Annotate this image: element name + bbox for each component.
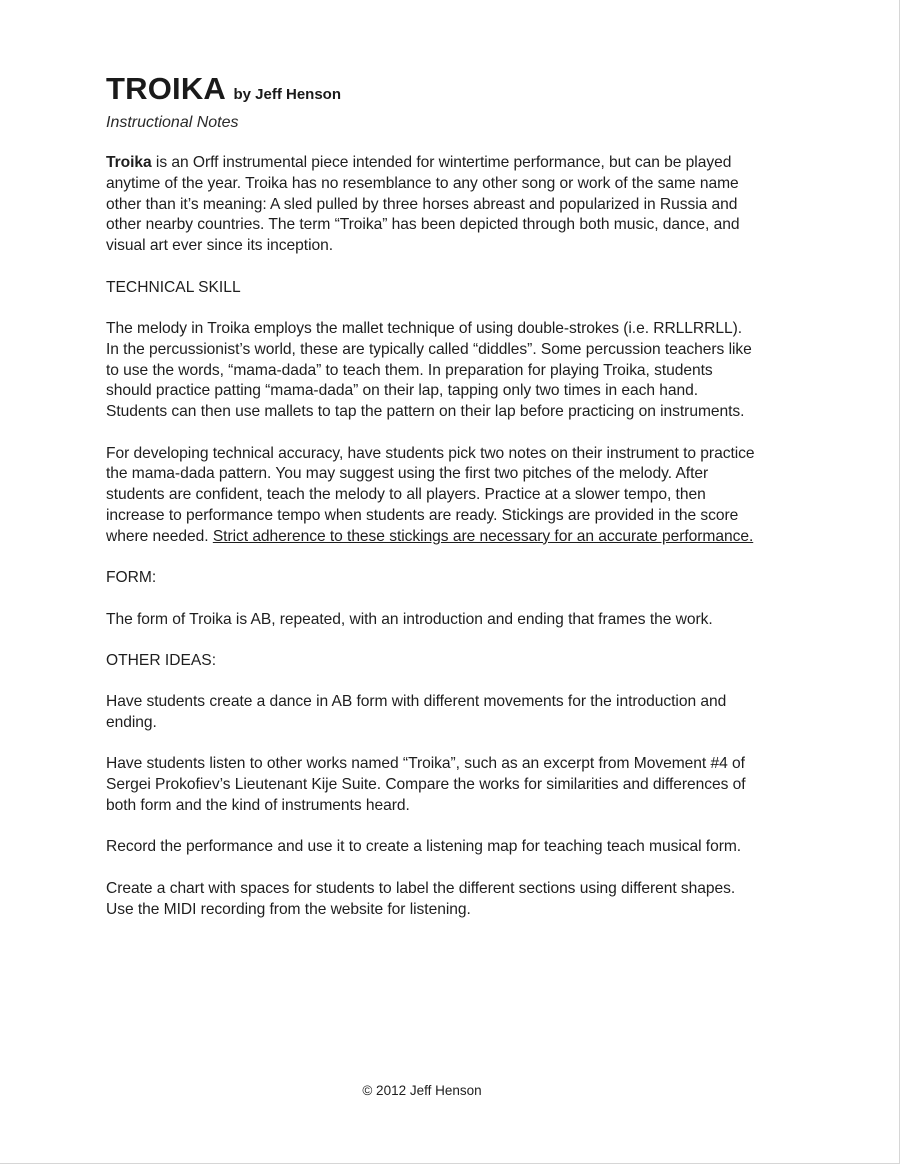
stickings-adherence-note: Strict adherence to these stickings are necessary for an accurate performance. [212,527,754,545]
form-heading: FORM: [106,569,157,587]
other-idea-dance: Have students create a dance in AB form with different movements for the introduction and ending. [106,693,727,732]
intro-paragraph [106,153,756,257]
document-subtitle: Instructional Notes [106,114,239,131]
other-idea-chart: Create a chart with spaces for students to label the different sections using different shapes. Use the MIDI recording from the website for listening. [106,879,736,918]
title-main: TROIKA [106,71,227,106]
document-content [106,72,756,920]
other-idea-listen: Have students listen to other works named “Troika”, such as an excerpt from Movement #4 of Sergei Prokofiev’s Lieutenant Kije Suite. Compare the works for similarities and differences of both form and the kind of instruments heard. [106,755,746,815]
technical-skill-heading: TECHNICAL SKILL [106,278,241,296]
intro-bold-word: Troika [106,154,152,171]
technical-skill-paragraph-2-text: For developing technical accuracy, have students pick two notes on their instrument to practice the mama-dada pattern. You may suggest using the first two pitches of the melody. After students are confident, teach the melody to all players. Practice at a slower tempo, then increase to performance tempo when students are ready. Stickings are provided in the score where needed. [106,444,755,545]
copyright-footer: © 2012 Jeff Henson [362,1083,482,1098]
technical-skill-paragraph-2 [106,444,756,548]
other-idea-record: Record the performance and use it to create a listening map for teaching teach musical form. [106,838,742,856]
document-title [106,72,756,112]
intro-text: is an Orff instrumental piece intended for wintertime performance, but can be played anytime of the year. Troika has no resemblance to any other song or work of the same name other than it’s meaning: A sled pulled by three horses abreast and popularized in Russia and other nearby countries. The term “Troika” has been depicted through both music, dance, and visual art ever since its inception. [106,154,740,255]
technical-skill-paragraph-1: The melody in Troika employs the mallet technique of using double-strokes (i.e. RRLLRRLL). In the percussionist’s world, these are typically called “diddles”. Some percussion teachers like to use the words, “mama-dada” to teach them. In preparation for playing Troika, students should practice patting “mama-dada” on their lap, tapping only two times in each hand. Students can then use mallets to tap the pattern on their lap before practicing on instruments. [106,319,752,421]
title-byline: by Jeff Henson [233,86,342,103]
other-ideas-heading: OTHER IDEAS: [106,651,217,669]
form-paragraph: The form of Troika is AB, repeated, with an introduction and ending that frames the work. [106,610,713,628]
